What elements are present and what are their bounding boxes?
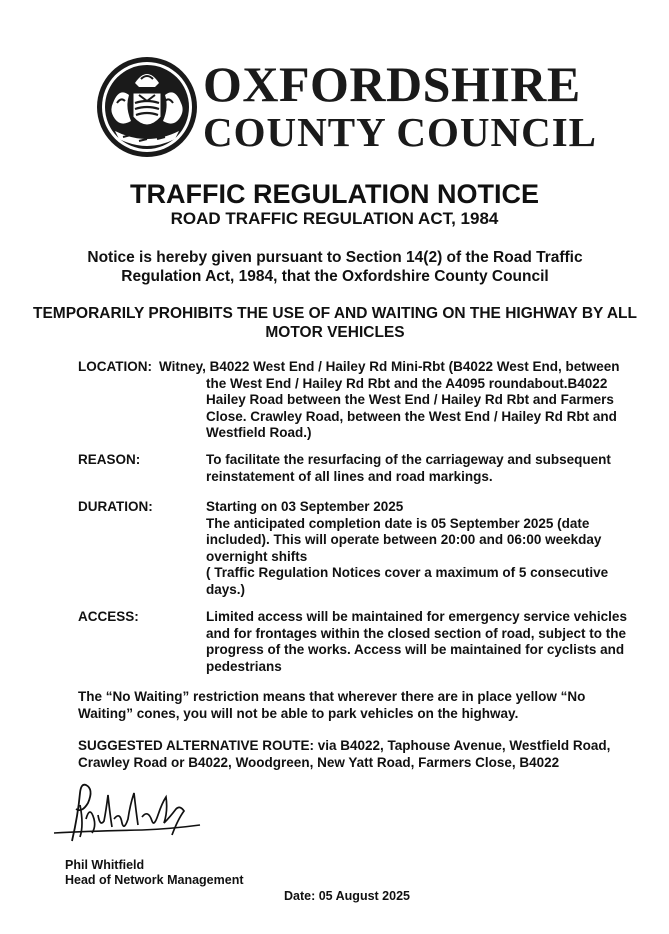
- location-value: Witney, B4022 West End / Hailey Rd Mini-Rbt (B4022 West End, between the West End / Hailey Rd Rbt and the A4095 roundabout.B4022 Hailey Road between the West End / Hailey Rd Rbt and Farmers Close. Crawley Road, between the West End / Hailey Rd Rbt and Westfield Road.): [159, 359, 620, 440]
- duration-note: ( Traffic Regulation Notices cover a maximum of 5 consecutive days.): [206, 565, 609, 597]
- council-crest-logo: [95, 55, 199, 159]
- signatory-role: Head of Network Management: [65, 873, 244, 887]
- notice-title: TRAFFIC REGULATION NOTICE: [130, 179, 539, 209]
- reason-value: To facilitate the resurfacing of the carriageway and subsequent reinstatement of all lines and road markings.: [206, 452, 611, 484]
- alternative-route-paragraph: SUGGESTED ALTERNATIVE ROUTE: via B4022, Taphouse Avenue, Westfield Road, Crawley Road or B4022, Woodgreen, New Yatt Road, Farmers Close, B4022: [78, 738, 611, 770]
- access-label: ACCESS:: [78, 609, 139, 624]
- notice-subtitle: ROAD TRAFFIC REGULATION ACT, 1984: [170, 209, 499, 228]
- no-waiting-paragraph: The “No Waiting” restriction means that wherever there are in place yellow “No Waiting” cones, you will not be able to park vehicles on the highway.: [78, 689, 586, 721]
- org-name-line1: OXFORDSHIRE: [203, 56, 581, 112]
- location-value-wrap: [159, 359, 637, 442]
- duration-start: Starting on 03 September 2025: [206, 499, 404, 514]
- location-label: LOCATION:: [78, 359, 152, 374]
- notice-intro: Notice is hereby given pursuant to Section 14(2) of the Road Traffic Regulation Act, 1984, that the Oxfordshire County Council: [87, 249, 583, 285]
- signatory-block: [65, 858, 244, 888]
- handwritten-signature: [50, 775, 210, 850]
- reason-label: REASON:: [78, 452, 141, 467]
- access-value: Limited access will be maintained for emergency service vehicles and for frontages within the closed section of road, subject to the progress of the works. Access will be maintained for cyclists and pedestrians: [206, 609, 627, 674]
- signatory-name: Phil Whitfield: [65, 858, 145, 872]
- duration-completion: The anticipated completion date is 05 September 2025 (date included). This will operate between 20:00 and 06:00 weekday overnight shifts: [206, 515, 602, 564]
- council-header: [95, 55, 598, 165]
- prohibition-statement: TEMPORARILY PROHIBITS THE USE OF AND WAITING ON THE HIGHWAY BY ALL MOTOR VEHICLES: [33, 305, 637, 341]
- notice-date: Date: 05 August 2025: [284, 889, 410, 903]
- org-name-line2: COUNTY COUNCIL: [203, 109, 598, 155]
- duration-label: DURATION:: [78, 499, 153, 514]
- duration-value: [206, 499, 636, 598]
